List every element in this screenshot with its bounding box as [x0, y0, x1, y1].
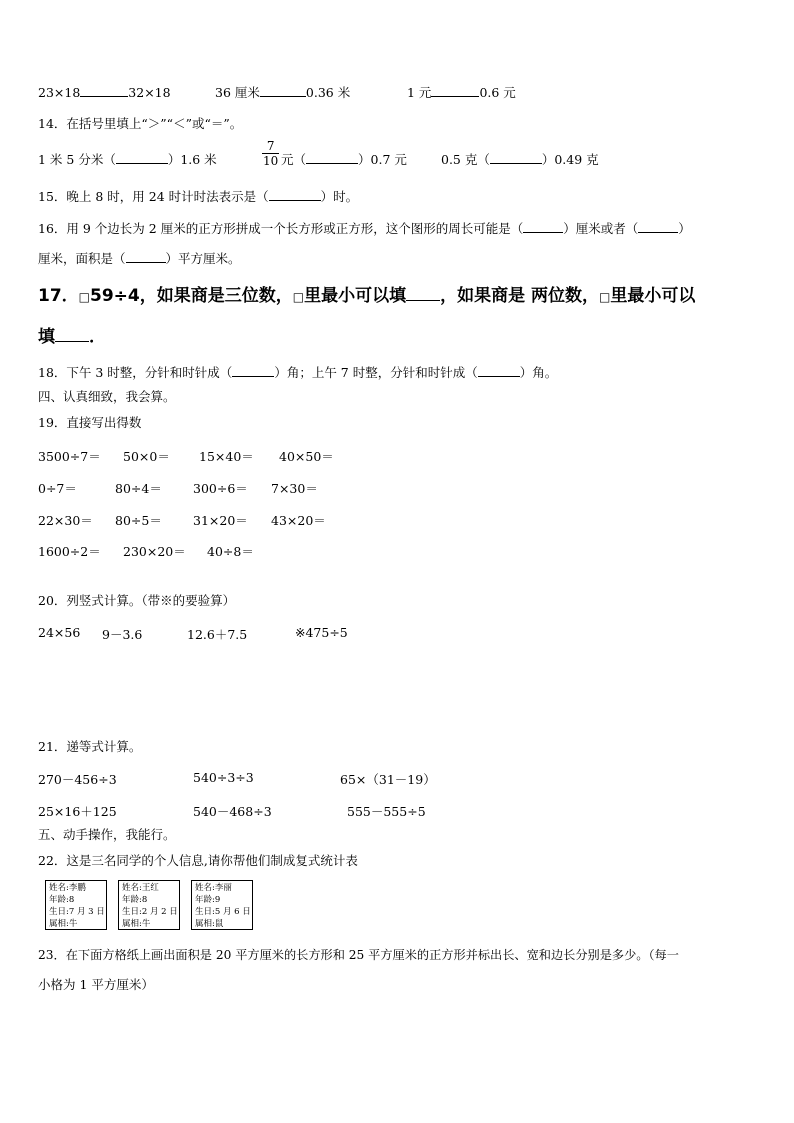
q20-item-4: ※475÷5 — [295, 625, 348, 640]
q20-title: 20．列竖式计算。（带※的要验算） — [38, 593, 236, 608]
q13-a2: 32×18 — [128, 85, 171, 100]
fraction-denominator: 10 — [263, 154, 279, 168]
q22-title: 22．这是三名同学的个人信息,请你帮他们制成复式统计表 — [38, 853, 358, 868]
q16-blank-2[interactable] — [638, 220, 678, 233]
q19-r2c3: 300÷6＝ — [193, 481, 248, 496]
q19-r1c4: 40×50＝ — [279, 449, 334, 464]
q18-c: ）角。 — [519, 365, 558, 380]
card-3-name: 姓名:李丽 — [195, 883, 232, 893]
q14-blank-2[interactable] — [306, 151, 358, 164]
q19-r3c1: 22×30＝ — [38, 513, 93, 528]
q17-text-a: 59÷4，如果商是三位数， — [90, 286, 293, 306]
q19-r3c2: 80÷5＝ — [115, 513, 162, 528]
q19-r4c1: 1600÷2＝ — [38, 544, 101, 559]
card-3-birthday: 生日:5 月 6 日 — [195, 907, 251, 917]
q19-r1c3: 15×40＝ — [199, 449, 254, 464]
q17-blank-1[interactable] — [406, 284, 440, 301]
q19-r1c2: 50×0＝ — [123, 449, 170, 464]
q17-line2 — [38, 325, 106, 348]
box-icon: □ — [599, 290, 611, 304]
q14-item2-unit: 元（ — [281, 152, 307, 167]
q19-r1c1: 3500÷7＝ — [38, 449, 101, 464]
q15-blank[interactable] — [269, 188, 321, 201]
card-1-age: 年龄:8 — [49, 895, 75, 905]
q14-item2 — [281, 151, 407, 168]
q13-b1: 36 厘米 — [215, 85, 260, 100]
q15-text: 15．晚上 8 时，用 24 时计时法表示是（ — [38, 189, 269, 204]
info-card-1 — [45, 880, 107, 930]
q15 — [38, 188, 358, 205]
card-2-name: 姓名:王红 — [122, 883, 159, 893]
q19-r2c4: 7×30＝ — [271, 481, 318, 496]
section-4-heading: 四、认真细致，我会算。 — [38, 389, 176, 404]
q20-item-1: 24×56 — [38, 625, 81, 640]
q13-blank-b[interactable] — [260, 84, 306, 97]
q21-r2c1: 25×16＋125 — [38, 804, 117, 819]
q18-blank-1[interactable] — [232, 364, 274, 377]
card-3-zodiac: 属相:鼠 — [195, 919, 224, 929]
section-5-heading: 五、动手操作，我能行。 — [38, 827, 176, 842]
q13-c2: 0.6 元 — [479, 85, 516, 100]
q17-line1 — [38, 284, 695, 308]
q16-line2 — [38, 250, 241, 267]
q16-line1a: 16．用 9 个边长为 2 厘米的正方形拼成一个长方形或正方形，这个图形的周长可能是（ — [38, 221, 524, 236]
q20-item-2: 9－3.6 — [102, 627, 143, 642]
q18-b: ）角；上午 7 时整，分针和时针成（ — [274, 365, 478, 380]
card-1-birthday: 生日:7 月 3 日 — [49, 907, 105, 917]
q17-number: 17． — [38, 286, 79, 306]
q18 — [38, 364, 557, 381]
fraction-numerator: 7 — [266, 139, 275, 153]
q21-title: 21．递等式计算。 — [38, 739, 142, 754]
q21-r1c1: 270－456÷3 — [38, 772, 117, 787]
q14-item1-left: 1 米 5 分米（ — [38, 152, 116, 167]
q14-item3-left: 0.5 克（ — [441, 152, 490, 167]
card-2-zodiac: 属相:牛 — [122, 919, 151, 929]
q19-r3c3: 31×20＝ — [193, 513, 248, 528]
card-2-age: 年龄:8 — [122, 895, 148, 905]
q16-line1b: ）厘米或者（ — [563, 221, 639, 236]
q16-line2a: 厘米，面积是（ — [38, 251, 126, 266]
card-2-birthday: 生日:2 月 2 日 — [122, 907, 178, 917]
q16-line1c: ） — [678, 221, 691, 236]
q13-row — [38, 84, 171, 101]
q19-r2c1: 0÷7＝ — [38, 481, 77, 496]
q21-r1c3: 65×（31－19） — [340, 772, 436, 787]
q18-a: 18．下午 3 时整，分针和时针成（ — [38, 365, 233, 380]
info-card-3 — [191, 880, 253, 930]
q19-r4c3: 40÷8＝ — [207, 544, 254, 559]
q20-item-3: 12.6＋7.5 — [187, 627, 248, 642]
q14-blank-1[interactable] — [116, 151, 168, 164]
card-3-age: 年龄:9 — [195, 895, 221, 905]
q17-text-f: ． — [89, 327, 106, 347]
q17-text-e: 填 — [38, 327, 55, 347]
card-1-name: 姓名:李鹏 — [49, 883, 86, 893]
q21-r1c2: 540÷3÷3 — [193, 770, 254, 785]
q18-blank-2[interactable] — [478, 364, 520, 377]
q19-r3c4: 43×20＝ — [271, 513, 326, 528]
q23-line2: 小格为 1 平方厘米） — [38, 977, 154, 992]
q13-c1: 1 元 — [407, 85, 432, 100]
q14-title: 14．在括号里填上“＞”“＜”或“＝”。 — [38, 116, 243, 131]
q13-row-b — [215, 84, 350, 101]
q15-end: ）时。 — [320, 189, 359, 204]
q19-r4c2: 230×20＝ — [123, 544, 186, 559]
q14-item1 — [38, 151, 217, 168]
q14-item1-right: ）1.6 米 — [167, 152, 217, 167]
box-icon: □ — [292, 290, 305, 304]
q14-item3-right: ）0.49 克 — [541, 152, 599, 167]
q14-blank-3[interactable] — [490, 151, 542, 164]
q17-text-b: 里最小可以填 — [304, 286, 407, 306]
info-card-2 — [118, 880, 180, 930]
q13-blank-c[interactable] — [431, 84, 479, 97]
q16-blank-1[interactable] — [523, 220, 563, 233]
card-1-zodiac: 属相:牛 — [49, 919, 78, 929]
q17-text-c: ，如果商是 两位数， — [440, 286, 600, 306]
q21-r2c3: 555－555÷5 — [347, 804, 426, 819]
q14-item3 — [441, 151, 599, 168]
q17-blank-2[interactable] — [55, 325, 89, 342]
q21-r2c2: 540－468÷3 — [193, 804, 272, 819]
q14-item2-right: ）0.7 元 — [358, 152, 407, 167]
q13-blank-a[interactable] — [80, 84, 128, 97]
q19-title: 19．直接写出得数 — [38, 415, 142, 430]
q13-a1: 23×18 — [38, 85, 81, 100]
q17-text-d: 里最小可以 — [610, 286, 696, 306]
q13-row-c — [407, 84, 516, 101]
q23-line1: 23．在下面方格纸上画出面积是 20 平方厘米的长方形和 25 平方厘米的正方形并标出长、宽和边长分别是多少。（每一 — [38, 948, 679, 962]
q16-line2b: ）平方厘米。 — [165, 251, 241, 266]
q19-r2c2: 80÷4＝ — [115, 481, 162, 496]
q16-blank-3[interactable] — [126, 250, 166, 263]
q16-line1 — [38, 220, 691, 237]
q14-fraction — [262, 139, 279, 168]
box-icon: □ — [78, 290, 91, 304]
q13-b2: 0.36 米 — [305, 85, 351, 100]
